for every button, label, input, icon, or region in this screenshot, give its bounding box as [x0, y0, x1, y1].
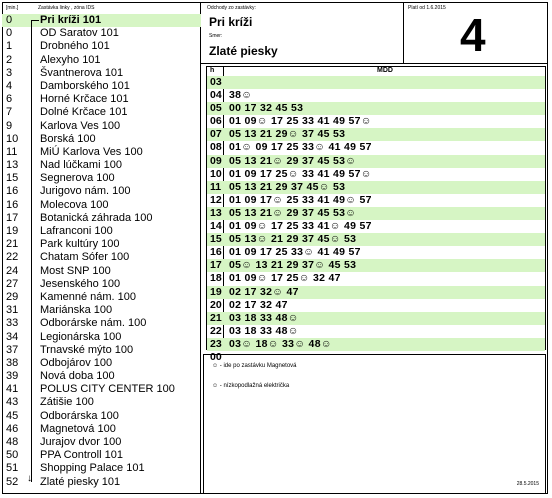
hour-row — [207, 194, 545, 207]
stop-minutes: 50 — [6, 449, 19, 462]
minute-values: 03 18 33 48☺ — [229, 311, 299, 324]
stop-minutes: 17 — [6, 211, 19, 224]
stop-name: Pri kríži — [209, 15, 253, 29]
stop-name: Nová doba 100 — [40, 370, 115, 383]
stop-minutes: 51 — [6, 462, 19, 475]
stop-minutes: 22 — [6, 251, 19, 264]
stop-name: Lafranconi 100 — [40, 225, 113, 237]
hour-value: 11 — [210, 180, 222, 193]
route-start-tick — [31, 20, 39, 21]
stop-name: Dolné Krčace 101 — [40, 106, 128, 119]
hour-value: 03 — [210, 76, 222, 88]
hour-row — [207, 181, 545, 194]
stop-name: PPA Controll 101 — [40, 449, 123, 462]
stop-name: Karlova Ves 100 — [40, 119, 121, 132]
stop-name: Jesenského 100 — [40, 277, 121, 290]
stop-name: Horné Krčace 101 — [40, 93, 129, 106]
stop-minutes: 24 — [6, 264, 19, 277]
minute-values: 03☺ 18☺ 33☺ 48☺ — [229, 337, 332, 350]
stop-minutes: 0 — [6, 27, 13, 40]
direction-name: Zlaté piesky — [209, 44, 278, 58]
day-type-label: MDD — [377, 67, 393, 74]
stop-name: Zlaté piesky 101 — [40, 475, 121, 488]
stop-minutes: 6 — [6, 93, 13, 106]
hour-value: 19 — [210, 285, 222, 298]
stop-name: Jurajov dvor 100 — [40, 436, 122, 448]
hour-value: 17 — [210, 259, 222, 272]
hour-value: 22 — [210, 324, 222, 337]
route-line — [31, 20, 32, 482]
minute-values: 01 09☺ 17 25 33 41☺ 49 57 — [229, 220, 372, 233]
hour-row — [207, 128, 545, 141]
stop-name: Nad lúčkami 100 — [40, 159, 122, 172]
note-magnetova: ☺ - ide po zastávku Magnetová — [212, 363, 297, 369]
route-arrow-icon: ↓ — [27, 473, 32, 484]
stop-name: Shopping Palace 101 — [40, 462, 145, 475]
minute-values: 01 09☺ 17 25 33 41 49 57☺ — [229, 115, 372, 128]
stop-name: Alexyho 101 — [40, 53, 101, 66]
stop-minutes: 3 — [6, 66, 13, 79]
stop-name: Legionárska 100 — [40, 330, 122, 343]
minute-values: 01 09☺ 17 25☺ 32 47 — [229, 272, 341, 285]
line-number: 4 — [460, 9, 486, 61]
stop-minutes: 19 — [6, 225, 19, 237]
stop-name: Zátišie 100 — [40, 396, 94, 409]
hour-row — [207, 259, 545, 272]
hour-value: 04 — [210, 89, 222, 102]
hour-row — [207, 272, 545, 285]
stop-name: Borská 100 — [40, 132, 96, 145]
stop-minutes: 46 — [6, 422, 19, 435]
stops-header — [2, 2, 201, 14]
stop-minutes: 1 — [6, 40, 13, 53]
hour-row — [207, 76, 545, 89]
note-low-floor: ☺ - nízkopodlažná električka — [212, 383, 290, 389]
stop-minutes: 27 — [6, 277, 19, 290]
stop-name: Mariánska 100 — [40, 304, 113, 317]
valid-from: Platí od 1.6.2015 — [408, 5, 446, 11]
stop-minutes: 0 — [6, 14, 13, 26]
stop-name: OD Saratov 101 — [40, 27, 119, 40]
stop-header — [201, 2, 404, 64]
stop-minutes: 37 — [6, 343, 19, 356]
stop-minutes: 31 — [6, 304, 19, 317]
hour-row — [207, 338, 545, 351]
minute-values: 03 18 33 48☺ — [229, 324, 299, 337]
stop-minutes: 21 — [6, 238, 19, 251]
minute-values: 02 17 32☺ 47 — [229, 285, 299, 298]
stop-minutes: 39 — [6, 370, 19, 383]
hour-value: 10 — [210, 167, 222, 180]
departure-rows — [207, 76, 545, 364]
stop-name: Park kultúry 100 — [40, 238, 120, 251]
hour-value: 21 — [210, 311, 222, 324]
stop-minutes: 16 — [6, 198, 19, 211]
hour-row — [207, 89, 545, 102]
minute-values: 02 17 32 47 — [229, 298, 288, 311]
minute-values: 05 13 21 29 37 45☺ 53 — [229, 180, 346, 193]
stop-minutes: 4 — [6, 79, 13, 92]
hour-row — [207, 299, 545, 312]
minute-values: 01 09 17 25 33☺ 41 49 57 — [229, 246, 361, 259]
stop-minutes: 10 — [6, 132, 19, 145]
minute-values: 01☺ 09 17 25 33☺ 41 49 57 — [229, 141, 372, 154]
minute-values: 05 13 21☺ 29 37 45 53☺ — [229, 154, 357, 167]
stop-name: Damborského 101 — [40, 79, 130, 92]
stop-minutes: 45 — [6, 409, 19, 422]
hour-row — [207, 102, 545, 115]
stop-name: Odborárska 100 — [40, 409, 119, 422]
minutes-column-label: [min.] — [6, 5, 19, 11]
minute-values: 01 09 17☺ 25 33 41 49☺ 57 — [229, 193, 372, 206]
notes-panel — [203, 354, 546, 494]
hour-row — [207, 325, 545, 338]
print-date: 28.5.2015 — [516, 481, 539, 487]
hour-column-label: h — [210, 67, 215, 74]
hour-value: 08 — [210, 141, 222, 154]
stop-minutes: 48 — [6, 436, 19, 448]
stop-name: Molecova 100 — [40, 198, 109, 211]
stop-name: MiÚ Karlova Ves 100 — [40, 145, 143, 158]
departures-label: Odchody zo zastávky: — [207, 5, 256, 11]
stop-minutes: 41 — [6, 383, 19, 396]
departure-table-header — [207, 67, 545, 76]
hour-row — [207, 115, 545, 128]
zones-column-label: Zastávka linky , zóna IDS — [38, 5, 95, 11]
stop-name: Švantnerova 101 — [40, 66, 124, 79]
stop-minutes: 2 — [6, 53, 13, 66]
stops-panel — [2, 2, 201, 494]
stop-minutes: 38 — [6, 356, 19, 369]
stop-minutes: 16 — [6, 185, 19, 198]
hour-row — [207, 168, 545, 181]
stop-minutes: 52 — [6, 475, 19, 488]
stop-name: Jurigovo nám. 100 — [40, 185, 131, 198]
minute-values: 01 09 17 25☺ 33 41 49 57☺ — [229, 167, 372, 180]
stop-name: Botanická záhrada 100 — [40, 211, 153, 224]
stop-minutes: 7 — [6, 106, 13, 119]
line-header — [404, 2, 548, 64]
stop-minutes: 34 — [6, 330, 19, 343]
minute-values: 38☺ — [229, 89, 253, 102]
hour-row — [207, 312, 545, 325]
hour-row — [207, 141, 545, 154]
stop-name: Odbojárov 100 — [40, 356, 113, 369]
hour-row — [207, 207, 545, 220]
stop-name: Segnerova 100 — [40, 172, 115, 185]
stop-minutes: 11 — [6, 145, 18, 158]
hour-row — [207, 286, 545, 299]
stop-name: Chatam Sófer 100 — [40, 251, 130, 264]
hour-value: 20 — [210, 298, 222, 311]
hour-value: 05 — [210, 102, 222, 115]
hour-value: 09 — [210, 154, 222, 167]
hour-value: 12 — [210, 193, 222, 206]
hour-value: 18 — [210, 272, 222, 285]
stop-name: Trnavské mýto 100 — [40, 343, 134, 356]
hour-value: 16 — [210, 246, 222, 259]
hour-row — [207, 155, 545, 168]
minute-values: 05☺ 13 21 29 37☺ 45 53 — [229, 259, 357, 272]
departure-table — [206, 66, 546, 363]
hour-value: 07 — [210, 128, 222, 141]
stop-name: Most SNP 100 — [40, 264, 111, 277]
stop-minutes: 9 — [6, 119, 13, 132]
hour-row — [207, 233, 545, 246]
minute-values: 05 13 21 29☺ 37 45 53 — [229, 128, 346, 141]
hour-value: 14 — [210, 220, 222, 233]
stop-minutes: 33 — [6, 317, 19, 330]
hour-value: 13 — [210, 206, 222, 219]
hour-value: 00 — [210, 350, 222, 363]
hour-row — [207, 246, 545, 259]
stop-name: Kamenné nám. 100 — [40, 290, 137, 303]
stop-minutes: 29 — [6, 290, 19, 303]
stop-name: POLUS CITY CENTER 100 — [40, 383, 175, 396]
hour-value: 15 — [210, 233, 222, 246]
minute-values: 05 13 21☺ 29 37 45 53☺ — [229, 206, 357, 219]
stop-minutes: 13 — [6, 159, 19, 172]
stop-name: Magnetová 100 — [40, 422, 116, 435]
stop-minutes: 15 — [6, 172, 19, 185]
stop-minutes: 43 — [6, 396, 19, 409]
hour-row — [207, 220, 545, 233]
stop-name: Pri kríži 101 — [40, 14, 102, 26]
hour-value: 06 — [210, 115, 222, 128]
direction-label: Smer: — [209, 33, 223, 39]
minute-values: 05 13☺ 21 29 37 45☺ 53 — [229, 233, 357, 246]
stop-name: Drobného 101 — [40, 40, 110, 53]
minute-values: 00 17 32 45 53 — [229, 102, 304, 115]
hour-value: 23 — [210, 337, 222, 350]
stop-name: Odborárske nám. 100 — [40, 317, 147, 330]
